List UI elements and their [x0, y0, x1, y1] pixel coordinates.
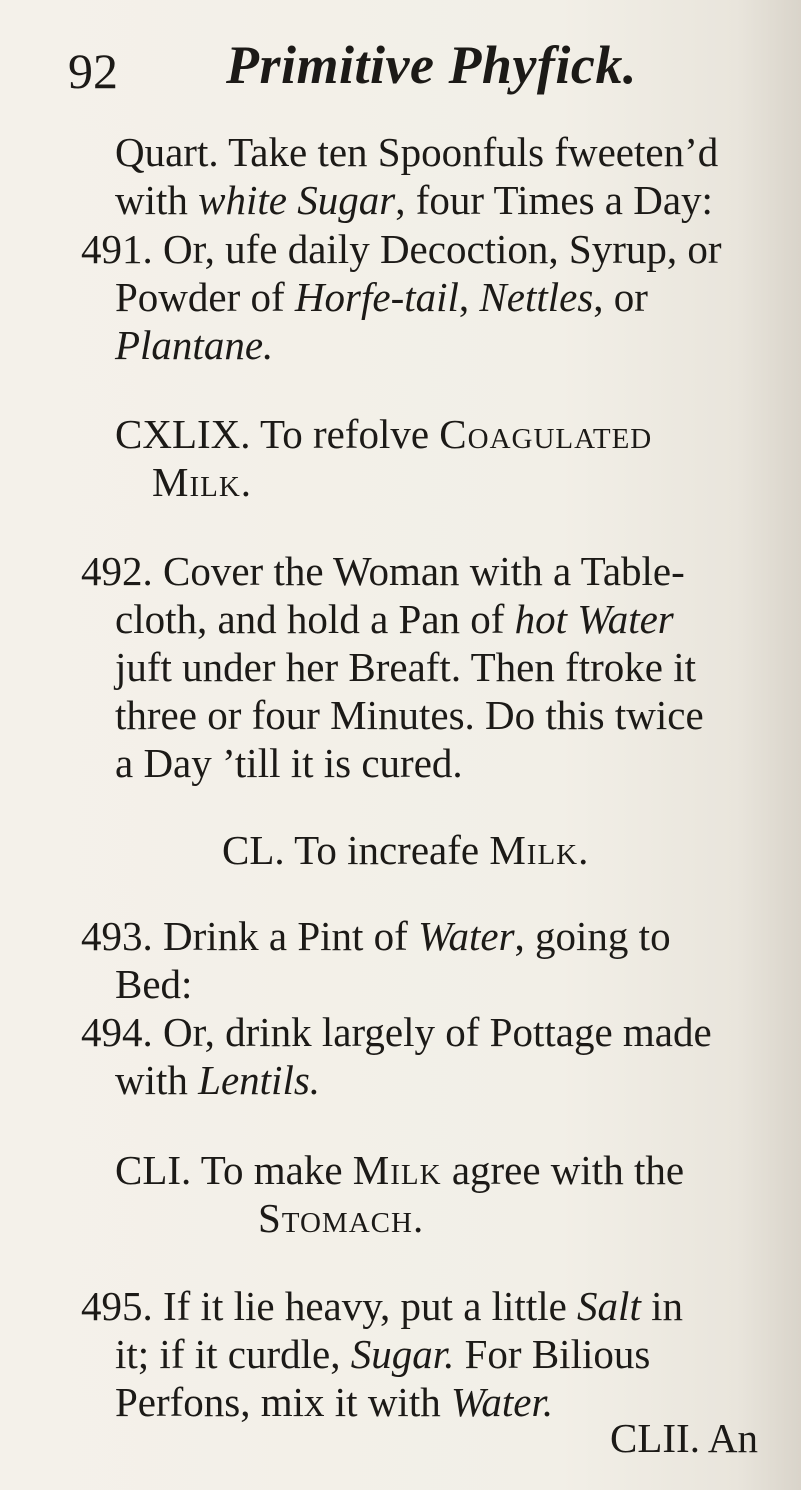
running-head: Primitive Phyfick. [226, 35, 637, 95]
text-line: Bed: [115, 961, 193, 1007]
text-line: a Day ’till it is cured. [115, 740, 463, 786]
catchword: CLII. An [610, 1415, 759, 1461]
text-line: 494. Or, drink largely of Pottage made [81, 1009, 712, 1055]
text-line: 493. Drink a Pint of Water, going to [81, 913, 671, 959]
text-line: with white Sugar, four Times a Day: [115, 177, 713, 223]
text-line: 491. Or, ufe daily Decoction, Syrup, or [81, 226, 722, 272]
text-line: cloth, and hold a Pan of hot Water [115, 596, 674, 642]
text-line: three or four Minutes. Do this twice [115, 692, 704, 738]
page-header [68, 30, 768, 100]
section-heading: CXLIX. To refolve Coagulated [115, 411, 653, 457]
text-line: Perfons, mix it with Water. [115, 1379, 554, 1425]
text-line: with Lentils. [115, 1057, 321, 1103]
section-heading: CL. To increafe Milk. [222, 827, 590, 873]
text-line: juft under her Breaft. Then ftroke it [115, 644, 697, 690]
text-line: Plantane. [115, 322, 274, 368]
section-heading: Stomach. [258, 1195, 425, 1241]
text-line: Quart. Take ten Spoonfuls fweeten’d [115, 129, 719, 175]
text-line: 492. Cover the Woman with a Table- [81, 548, 685, 594]
text-line: it; if it curdle, Sugar. For Bilious [115, 1331, 651, 1377]
text-line: 495. If it lie heavy, put a little Salt in [81, 1283, 683, 1329]
section-heading: Milk. [152, 459, 253, 505]
text-line: Powder of Horfe-tail, Nettles, or [115, 274, 648, 320]
page-number: 92 [68, 43, 118, 99]
section-heading: CLI. To make Milk agree with the [115, 1147, 685, 1193]
